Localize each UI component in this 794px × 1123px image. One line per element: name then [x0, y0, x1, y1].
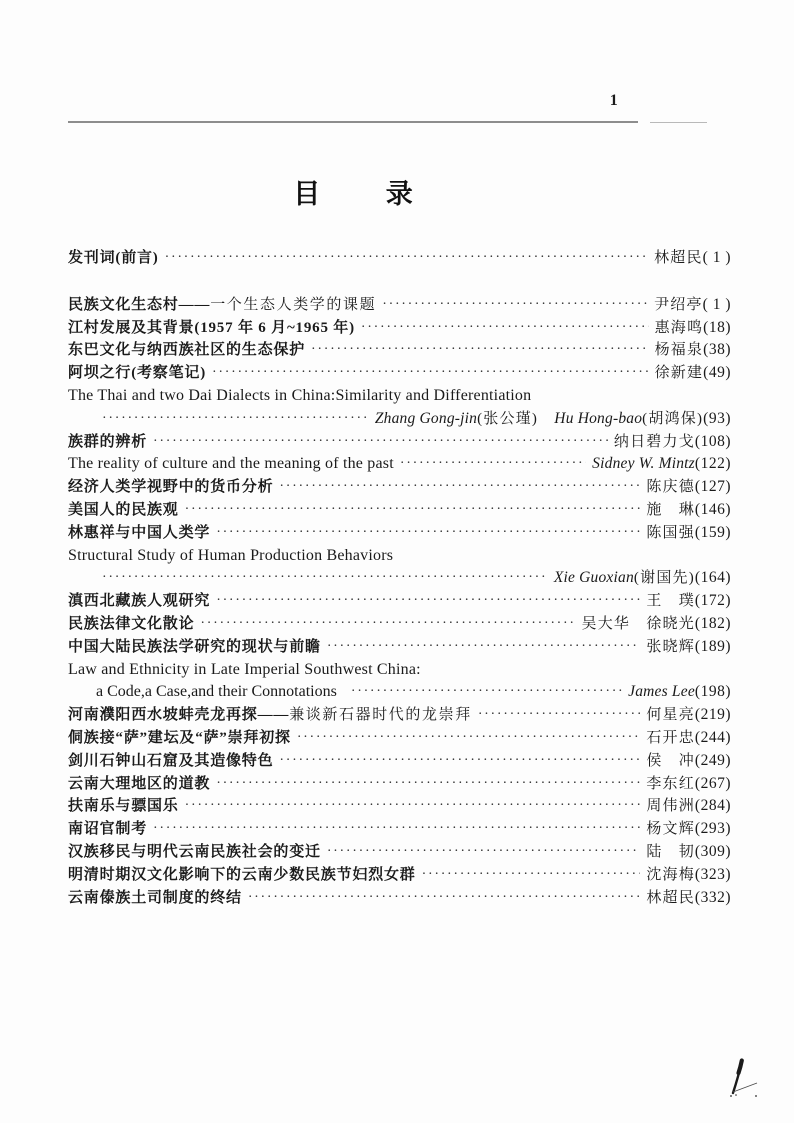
entry-title: 河南濮阳西水坡蚌壳龙再探——	[68, 707, 290, 724]
entry-title: 民族文化生态村——	[68, 296, 211, 313]
dot-leader	[279, 750, 640, 773]
author-name: 石开忠	[646, 729, 695, 746]
dot-leader	[327, 841, 641, 864]
author-name: 林超民	[646, 889, 695, 906]
author-name: 惠海鸣	[654, 319, 704, 336]
toc-list	[68, 247, 731, 909]
entry-title: Law and Ethnicity in Late Imperial Southwest China:	[68, 660, 421, 678]
toc-row	[68, 681, 731, 704]
dot-leader	[165, 247, 648, 270]
dot-leader	[478, 704, 641, 727]
page-ref: (323)	[694, 865, 731, 883]
author-name: Zhang Gong-jin	[374, 409, 478, 427]
toc-row	[68, 453, 731, 476]
author-name: Hu Hong-bao	[554, 409, 643, 427]
dot-leader	[279, 476, 640, 499]
toc-row	[68, 750, 731, 773]
toc-row	[68, 841, 731, 864]
header-rule-faint-segment	[650, 122, 707, 123]
author-name: 何星亮	[646, 707, 695, 724]
page-ref: (244)	[694, 728, 731, 746]
page-ref: ( 1 )	[702, 249, 731, 266]
toc-row	[68, 499, 731, 522]
author-name: 吴大华 徐晓光	[581, 615, 695, 632]
page-ref: (18)	[703, 318, 731, 336]
page-ref: (172)	[694, 592, 731, 610]
toc-row	[68, 294, 731, 317]
entry-title: 民族法律文化散论	[68, 615, 195, 632]
page-ref: (284)	[694, 797, 731, 815]
page-ref: (293)	[694, 820, 731, 838]
page-ref: (219)	[694, 706, 731, 724]
page-ref: (189)	[694, 637, 731, 655]
header-rule	[68, 121, 638, 123]
toc-heading	[68, 172, 638, 211]
toc-heading-char-right: 录	[385, 179, 413, 209]
entry-title: 发刊词(前言)	[68, 250, 159, 266]
entry-title: 中国大陆民族法学研究的现状与前瞻	[68, 638, 321, 655]
dot-leader	[216, 522, 640, 545]
entry-title: 江村发展及其背景(1957 年 6 月~1965 年)	[68, 319, 355, 336]
author-name: 王 璞	[646, 593, 695, 610]
toc-row	[68, 704, 731, 727]
author-name: 陈庆德	[646, 479, 695, 496]
dot-leader	[185, 499, 641, 522]
page-ref: (49)	[703, 364, 731, 382]
entry-title: The reality of culture and the meaning of the past	[68, 455, 394, 473]
toc-row	[68, 362, 731, 385]
entry-subtitle: 兼谈新石器时代的龙崇拜	[289, 707, 472, 724]
author-name: 侯 冲	[646, 752, 695, 769]
entry-title: 美国人的民族观	[68, 501, 179, 518]
author-name: 尹绍亭	[654, 296, 703, 313]
toc-row	[68, 795, 731, 818]
author-name: 纳日碧力戈	[613, 433, 695, 450]
dot-leader	[382, 294, 648, 317]
dot-leader	[102, 408, 369, 431]
toc-row	[68, 590, 731, 613]
author-name: 张晓辉	[646, 638, 695, 655]
entry-subtitle: 一个生态人类学的课题	[210, 296, 377, 313]
toc-row	[68, 385, 731, 408]
author-name: (胡鸿保)	[642, 410, 704, 427]
entry-title: 云南大理地区的道教	[68, 775, 211, 792]
toc-row	[68, 476, 731, 499]
dot-leader	[216, 773, 640, 796]
page-number: 1	[609, 92, 619, 109]
author-name: 沈海梅	[646, 866, 695, 883]
page-ref: (332)	[694, 888, 731, 906]
entry-title: 南诏官制考	[68, 821, 148, 838]
toc-row	[68, 636, 731, 659]
toc-row	[68, 522, 731, 545]
page-ref: ( 1 )	[702, 295, 731, 313]
page-ref: (38)	[703, 341, 731, 359]
dot-leader	[185, 795, 641, 818]
page-ref: (164)	[694, 569, 731, 587]
entry-title: The Thai and two Dai Dialects in China:Similarity and Differentiation	[68, 386, 532, 404]
entry-title: 云南傣族土司制度的终结	[68, 889, 242, 906]
page-ref: (182)	[694, 614, 731, 632]
dot-leader	[102, 567, 548, 590]
page-ref: (108)	[694, 432, 731, 450]
dot-leader	[153, 818, 640, 841]
dot-leader	[212, 362, 649, 385]
author-name: 林超民	[654, 250, 703, 266]
author-name: 陈国强	[646, 524, 695, 541]
toc-row	[68, 339, 731, 362]
entry-title: 经济人类学视野中的货币分析	[68, 479, 274, 496]
toc-row	[68, 659, 731, 682]
entry-title: 汉族移民与明代云南民族社会的变迁	[68, 843, 321, 860]
author-name: (谢国先)	[633, 570, 695, 587]
entry-title: 东巴文化与纳西族社区的生态保护	[68, 342, 306, 359]
toc-row	[68, 567, 731, 590]
dot-leader	[297, 727, 641, 750]
page-ref: (127)	[694, 478, 731, 496]
entry-title-continuation: a Code,a Case,and their Connotations	[96, 683, 337, 701]
page-ref: (267)	[694, 774, 731, 792]
toc-row	[68, 727, 731, 750]
page-ref: (249)	[694, 751, 731, 769]
toc-row	[68, 773, 731, 796]
toc-row	[68, 887, 731, 910]
entry-title: 族群的辨析	[68, 433, 148, 450]
page-ref: (122)	[694, 455, 731, 473]
toc-row	[68, 408, 731, 431]
page-ref: (93)	[703, 409, 731, 427]
entry-title: 林惠祥与中国人类学	[68, 524, 211, 541]
dot-leader	[327, 636, 641, 659]
dot-leader	[400, 453, 586, 476]
author-name: (张公瑾)	[477, 410, 555, 427]
author-name: 施 琳	[646, 501, 695, 518]
dot-leader	[351, 681, 622, 704]
page-ref: (159)	[694, 523, 731, 541]
toc-row	[68, 864, 731, 887]
entry-title: 扶南乐与骠国乐	[68, 798, 179, 815]
dot-leader	[422, 864, 641, 887]
dot-leader	[153, 431, 608, 454]
toc-row	[68, 431, 731, 454]
author-name: 杨文辉	[646, 821, 695, 838]
entry-title: 明清时期汉文化影响下的云南少数民族节妇烈女群	[68, 866, 416, 883]
entry-title: 侗族接“萨”建坛及“萨”崇拜初探	[68, 729, 291, 746]
page-ref: (146)	[694, 500, 731, 518]
dot-leader	[248, 887, 641, 910]
toc-row	[68, 818, 731, 841]
entry-title: 阿坝之行(考察笔记)	[68, 365, 206, 382]
author-name: 徐新建	[654, 365, 704, 382]
author-name: 周伟洲	[646, 798, 695, 815]
author-name: James Lee	[628, 683, 695, 701]
author-name: 杨福泉	[654, 342, 704, 359]
entry-title: 剑川石钟山石窟及其造像特色	[68, 752, 274, 769]
author-name: Sidney W. Mintz	[592, 455, 695, 473]
pen-mark-icon	[705, 1040, 775, 1110]
entry-title: Structural Study of Human Production Behaviors	[68, 546, 394, 564]
author-name: 陆 韧	[646, 843, 695, 860]
page-ref: (309)	[694, 842, 731, 860]
toc-row	[68, 317, 731, 340]
toc-heading-char-left: 目	[293, 179, 321, 209]
toc-row	[68, 545, 731, 568]
dot-leader	[361, 317, 649, 340]
dot-leader	[200, 613, 575, 636]
author-name: 李东红	[646, 775, 695, 792]
author-name: Xie Guoxian	[553, 569, 634, 587]
dot-leader	[216, 590, 640, 613]
page-ref: (198)	[694, 683, 731, 701]
toc-row	[68, 247, 731, 270]
entry-title: 滇西北藏族人观研究	[68, 593, 211, 610]
toc-row	[68, 613, 731, 636]
dot-leader	[311, 339, 649, 362]
